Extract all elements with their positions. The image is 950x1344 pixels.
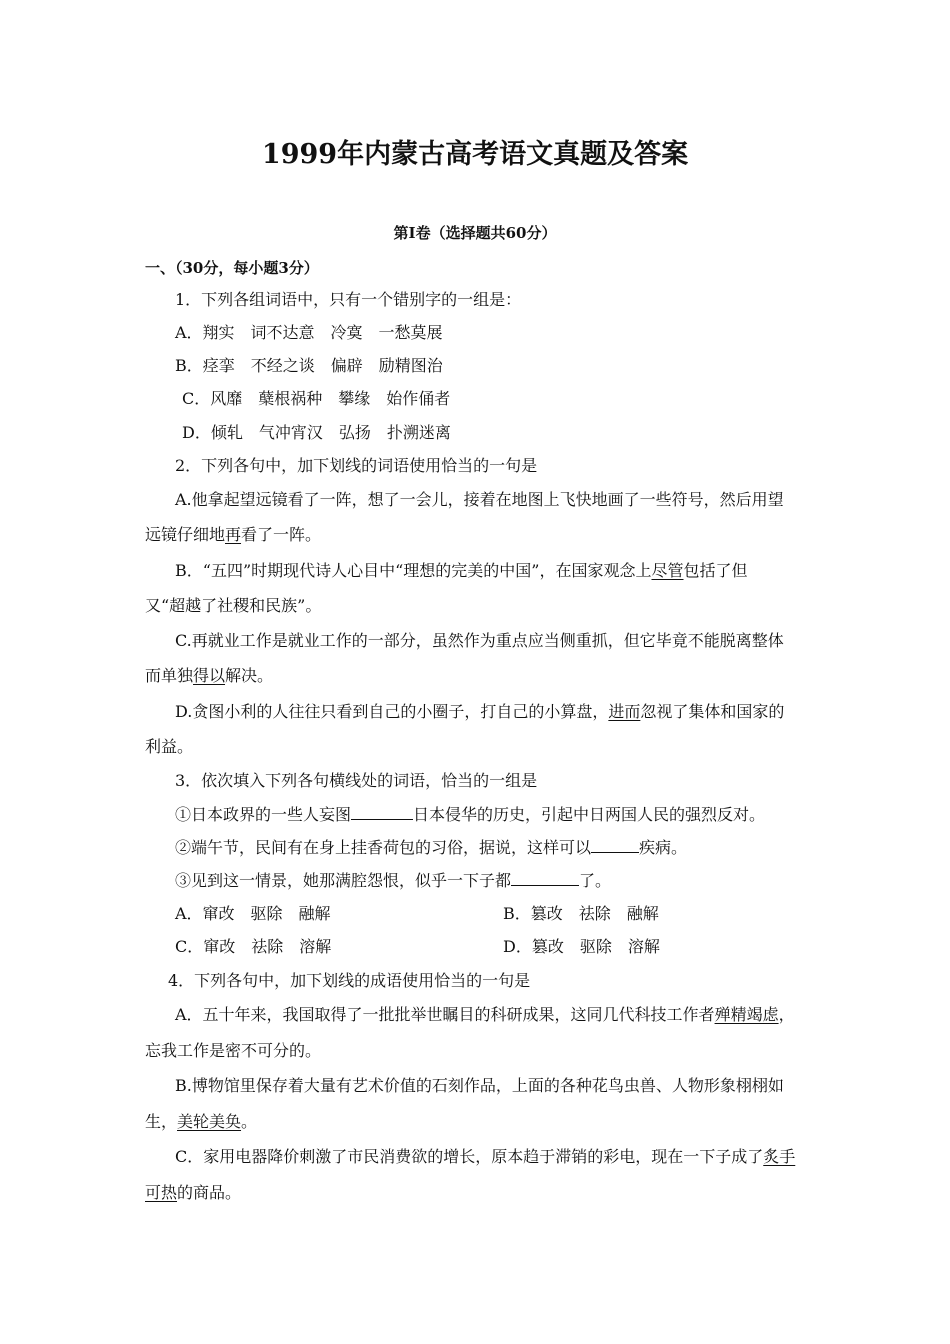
q3-sentence-2 bbox=[175, 837, 687, 859]
q1-option-c: C．风靡 蘖根祸种 攀缘 始作俑者 bbox=[182, 389, 451, 408]
q4-a-text-pre: A．五十年来，我国取得了一批批举世瞩目的科研成果，这同几代科技工作者 bbox=[175, 1005, 715, 1024]
part-title: 第Ⅰ卷（选择题共60分） bbox=[393, 224, 557, 242]
q2-d-underlined-word: 进而 bbox=[608, 702, 641, 721]
q3-s2-text-pre: ②端午节，民间有在身上挂香荷包的习俗，据说，这样可以 bbox=[175, 838, 592, 857]
q4-option-a-line1 bbox=[175, 1004, 795, 1026]
q3-option-b: B．篡改 祛除 融解 bbox=[503, 904, 659, 923]
q3-s2-text-post: 疾病。 bbox=[639, 838, 688, 857]
q1-stem: 1．下列各组词语中，只有一个错别字的一组是： bbox=[175, 290, 522, 309]
q3-option-c: C．窜改 祛除 溶解 bbox=[175, 937, 332, 956]
q2-option-d-line2: 利益。 bbox=[145, 737, 194, 756]
q4-b-underlined-idiom: 美轮美奂 bbox=[177, 1112, 242, 1131]
q4-c-underlined-idiom-part2: 可热 bbox=[145, 1183, 178, 1202]
q1-option-d: D．倾轧 气冲宵汉 弘扬 扑溯迷离 bbox=[182, 423, 451, 442]
q2-d-text-pre: D.贪图小利的人往往只看到自己的小圈子，打自己的小算盘， bbox=[175, 702, 609, 721]
q2-b-text-post: 包括了但 bbox=[683, 561, 748, 580]
q3-s1-text-pre: ①日本政界的一些人妄图 bbox=[175, 805, 352, 824]
q2-option-b-line2: 又“超越了社稷和民族”。 bbox=[145, 596, 322, 615]
q2-c-text-pre: 而单独 bbox=[145, 666, 194, 685]
q2-option-c-line2 bbox=[145, 665, 273, 687]
q4-stem: 4．下列各句中，加下划线的成语使用恰当的一句是 bbox=[168, 971, 531, 990]
q2-option-d-line1 bbox=[175, 701, 784, 723]
q2-option-c-line1: C.再就业工作是就业工作的一部分，虽然作为重点应当侧重抓，但它毕竟不能脱离整体 bbox=[175, 631, 784, 650]
section-heading: 一、（30分，每小题3分） bbox=[145, 259, 319, 277]
q4-b-text-post: 。 bbox=[241, 1112, 258, 1131]
q3-s3-text-post: 了。 bbox=[579, 871, 612, 890]
q4-a-text-post: ， bbox=[778, 1005, 795, 1024]
document-title: 1999年内蒙古高考语文真题及答案 bbox=[261, 139, 689, 170]
q4-option-b-line1: B.博物馆里保存着大量有艺术价值的石刻作品，上面的各种花鸟虫兽、人物形象栩栩如 bbox=[175, 1076, 784, 1095]
q3-s1-text-post: 日本侵华的历史，引起中日两国人民的强烈反对。 bbox=[413, 805, 766, 824]
q4-c-underlined-idiom-part1: 炙手 bbox=[763, 1147, 796, 1166]
q3-s3-text-pre: ③见到这一情景，她那满腔怨恨，似乎一下子都 bbox=[175, 871, 512, 890]
q2-c-text-post: 解决。 bbox=[225, 666, 274, 685]
q2-option-a-line2 bbox=[145, 524, 321, 546]
q2-a-text-pre: 远镜仔细地 bbox=[145, 525, 226, 544]
q2-b-text-pre: B．“五四”时期现代诗人心目中“理想的完美的中国”，在国家观念上 bbox=[175, 561, 652, 580]
q2-stem: 2．下列各句中，加下划线的词语使用恰当的一句是 bbox=[175, 456, 538, 475]
q1-option-b: B．痉挛 不经之谈 偏辟 励精图治 bbox=[175, 356, 443, 375]
q2-a-underlined-word: 再 bbox=[225, 525, 242, 544]
fill-in-blank bbox=[591, 838, 639, 853]
q4-option-a-line2: 忘我工作是密不可分的。 bbox=[145, 1041, 322, 1060]
q3-stem: 3．依次填入下列各句横线处的词语，恰当的一组是 bbox=[175, 771, 538, 790]
q4-option-b-line2 bbox=[145, 1111, 257, 1133]
q4-c-text-pre: C．家用电器降价刺激了市民消费欲的增长，原本趋于滞销的彩电，现在一下子成了 bbox=[175, 1147, 764, 1166]
fill-in-blank bbox=[511, 871, 579, 886]
q4-c-text-post: 的商品。 bbox=[177, 1183, 242, 1202]
fill-in-blank bbox=[351, 805, 413, 820]
q2-a-text-post: 看了一阵。 bbox=[241, 525, 322, 544]
q2-d-text-post: 忽视了集体和国家的 bbox=[640, 702, 785, 721]
q3-sentence-3 bbox=[175, 870, 611, 892]
q3-option-d: D．篡改 驱除 溶解 bbox=[503, 937, 660, 956]
q4-b-text-pre: 生， bbox=[145, 1112, 178, 1131]
q4-option-c-line1 bbox=[175, 1146, 795, 1168]
q3-sentence-1 bbox=[175, 804, 765, 826]
q3-option-a: A．窜改 驱除 融解 bbox=[175, 904, 331, 923]
q2-b-underlined-word: 尽管 bbox=[651, 561, 684, 580]
q1-option-a: A．翔实 词不达意 冷寞 一愁莫展 bbox=[175, 323, 443, 342]
q4-a-underlined-idiom: 殚精竭虑 bbox=[714, 1005, 779, 1024]
q2-option-a-line1: A.他拿起望远镜看了一阵，想了一会儿，接着在地图上飞快地画了一些符号，然后用望 bbox=[175, 490, 784, 509]
q2-c-underlined-word: 得以 bbox=[193, 666, 226, 685]
q2-option-b-line1 bbox=[175, 560, 748, 582]
q4-option-c-line2 bbox=[145, 1182, 241, 1204]
